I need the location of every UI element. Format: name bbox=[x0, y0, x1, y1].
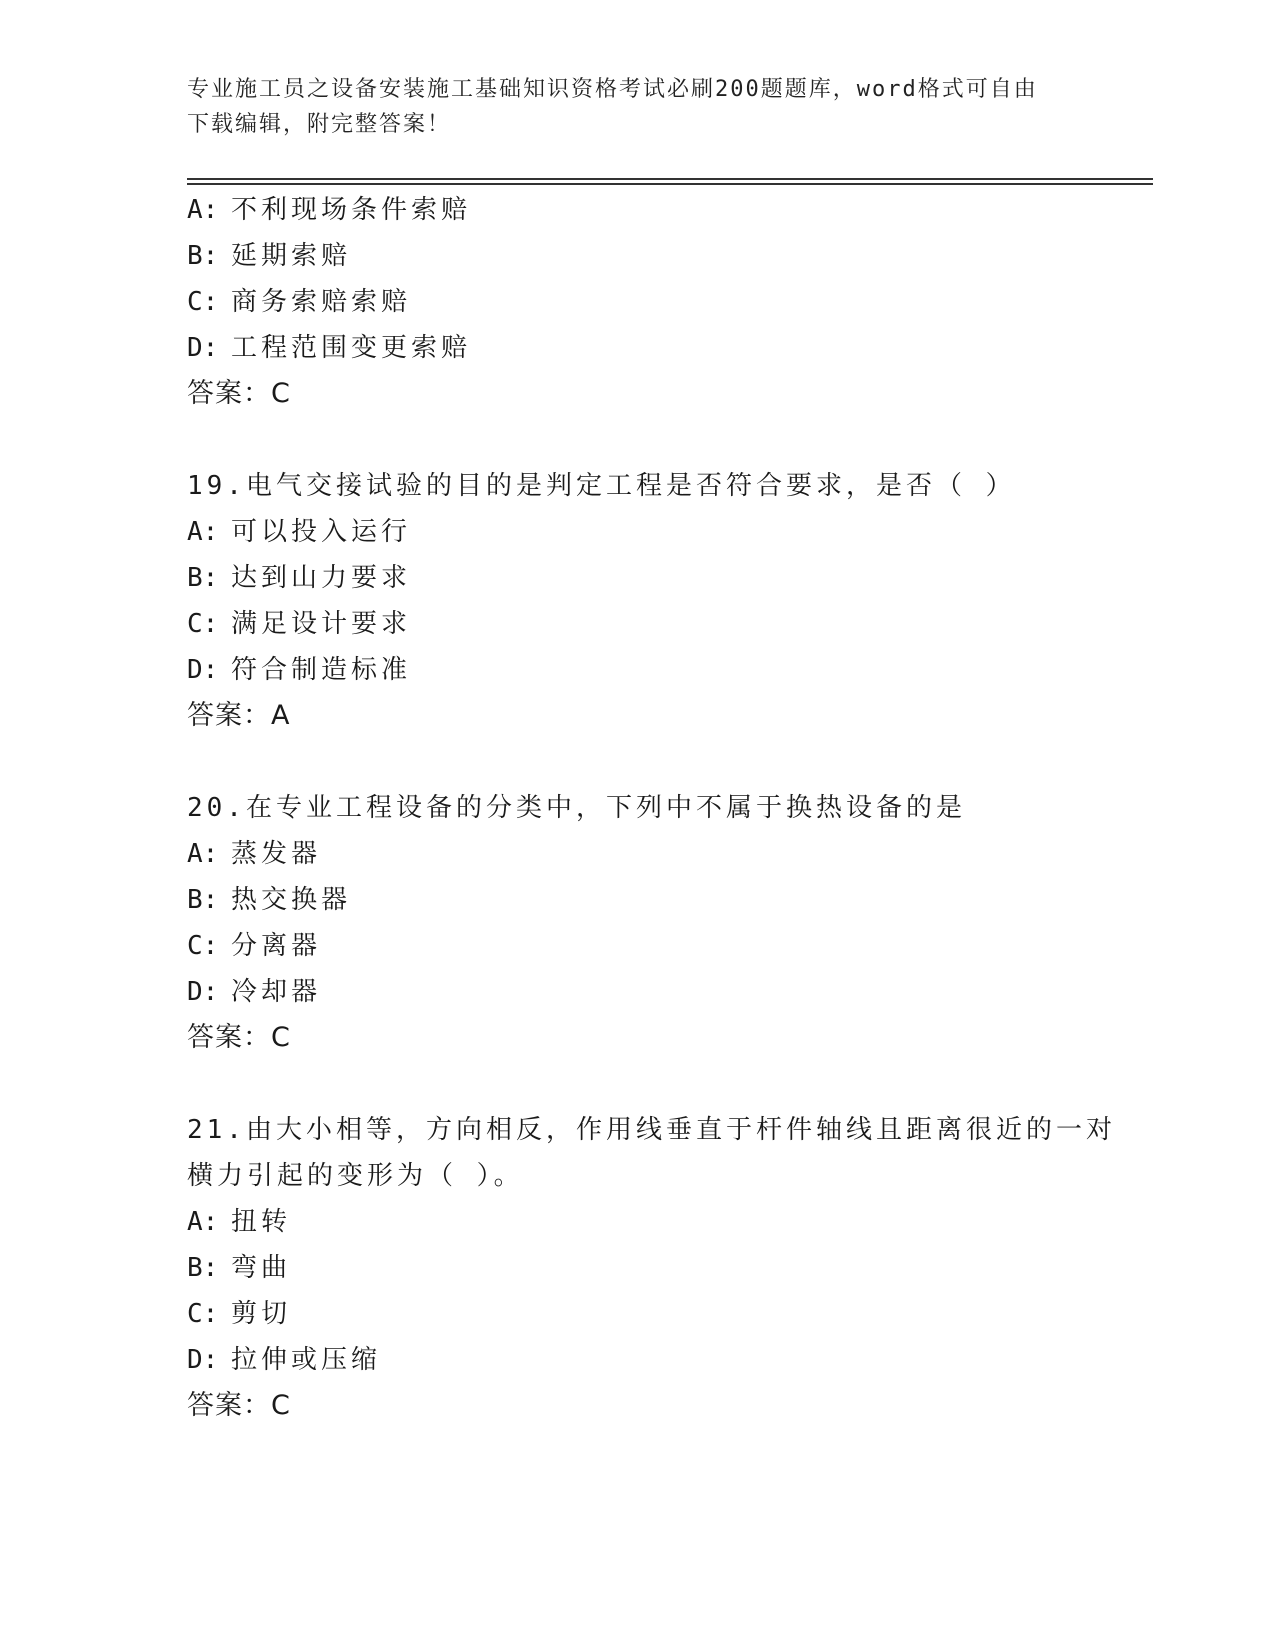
option-text: 分离器 bbox=[231, 931, 322, 961]
option-text: 工程范围变更索赔 bbox=[231, 333, 472, 363]
option-d bbox=[187, 650, 411, 690]
option-text: 符合制造标准 bbox=[231, 655, 412, 685]
option-text: 延期索赔 bbox=[231, 241, 352, 271]
option-text: 弯曲 bbox=[231, 1253, 292, 1283]
option-letter: C: bbox=[187, 931, 219, 961]
option-text: 冷却器 bbox=[231, 977, 322, 1007]
option-b bbox=[187, 880, 351, 920]
option-letter: A: bbox=[187, 1207, 219, 1237]
option-letter: A: bbox=[187, 517, 219, 547]
header-divider-bottom bbox=[187, 183, 1153, 185]
option-c bbox=[187, 282, 411, 322]
option-letter: D: bbox=[187, 655, 219, 685]
question-20-stem: 20.在专业工程设备的分类中，下列中不属于换热设备的是 bbox=[187, 793, 966, 823]
option-letter: B: bbox=[187, 563, 219, 593]
option-text: 蒸发器 bbox=[231, 839, 322, 869]
option-text: 不利现场条件索赔 bbox=[231, 195, 472, 225]
option-letter: A: bbox=[187, 195, 219, 225]
option-a bbox=[187, 512, 411, 552]
option-text: 扭转 bbox=[231, 1207, 292, 1237]
option-a bbox=[187, 190, 471, 230]
option-text: 拉伸或压缩 bbox=[231, 1345, 382, 1375]
header-divider-top bbox=[187, 178, 1153, 180]
option-d bbox=[187, 972, 321, 1012]
option-letter: B: bbox=[187, 241, 219, 271]
option-b bbox=[187, 236, 351, 276]
option-text: 达到山力要求 bbox=[231, 563, 412, 593]
option-text: 热交换器 bbox=[231, 885, 352, 915]
option-letter: A: bbox=[187, 839, 219, 869]
answer-line: 答案：C bbox=[187, 1390, 291, 1421]
option-letter: D: bbox=[187, 977, 219, 1007]
option-letter: C: bbox=[187, 287, 219, 317]
option-letter: B: bbox=[187, 885, 219, 915]
option-letter: D: bbox=[187, 1345, 219, 1375]
option-c bbox=[187, 1294, 291, 1334]
option-d bbox=[187, 1340, 381, 1380]
option-text: 剪切 bbox=[231, 1299, 292, 1329]
option-letter: C: bbox=[187, 609, 219, 639]
option-c bbox=[187, 926, 321, 966]
answer-line: 答案：C bbox=[187, 1022, 291, 1053]
option-b bbox=[187, 1248, 291, 1288]
option-letter: B: bbox=[187, 1253, 219, 1283]
header-title-line-1: 专业施工员之设备安装施工基础知识资格考试必刷200题题库，word格式可自由 bbox=[187, 77, 1038, 102]
question-21-stem-line-1: 21.由大小相等，方向相反，作用线垂直于杆件轴线且距离很近的一对 bbox=[187, 1115, 1116, 1145]
option-a bbox=[187, 834, 321, 874]
option-c bbox=[187, 604, 411, 644]
option-text: 满足设计要求 bbox=[231, 609, 412, 639]
document-header bbox=[187, 72, 1087, 142]
option-text: 商务索赔索赔 bbox=[231, 287, 412, 317]
option-d bbox=[187, 328, 471, 368]
header-title-line-2: 下载编辑，附完整答案！ bbox=[187, 112, 452, 137]
option-letter: C: bbox=[187, 1299, 219, 1329]
answer-line: 答案：C bbox=[187, 378, 291, 409]
question-21-stem-line-2: 横力引起的变形为（ ）。 bbox=[187, 1161, 524, 1191]
question-19-stem: 19.电气交接试验的目的是判定工程是否符合要求，是否（ ） bbox=[187, 471, 1016, 501]
option-b bbox=[187, 558, 411, 598]
option-a bbox=[187, 1202, 291, 1242]
answer-line: 答案：A bbox=[187, 700, 291, 731]
option-letter: D: bbox=[187, 333, 219, 363]
option-text: 可以投入运行 bbox=[231, 517, 412, 547]
